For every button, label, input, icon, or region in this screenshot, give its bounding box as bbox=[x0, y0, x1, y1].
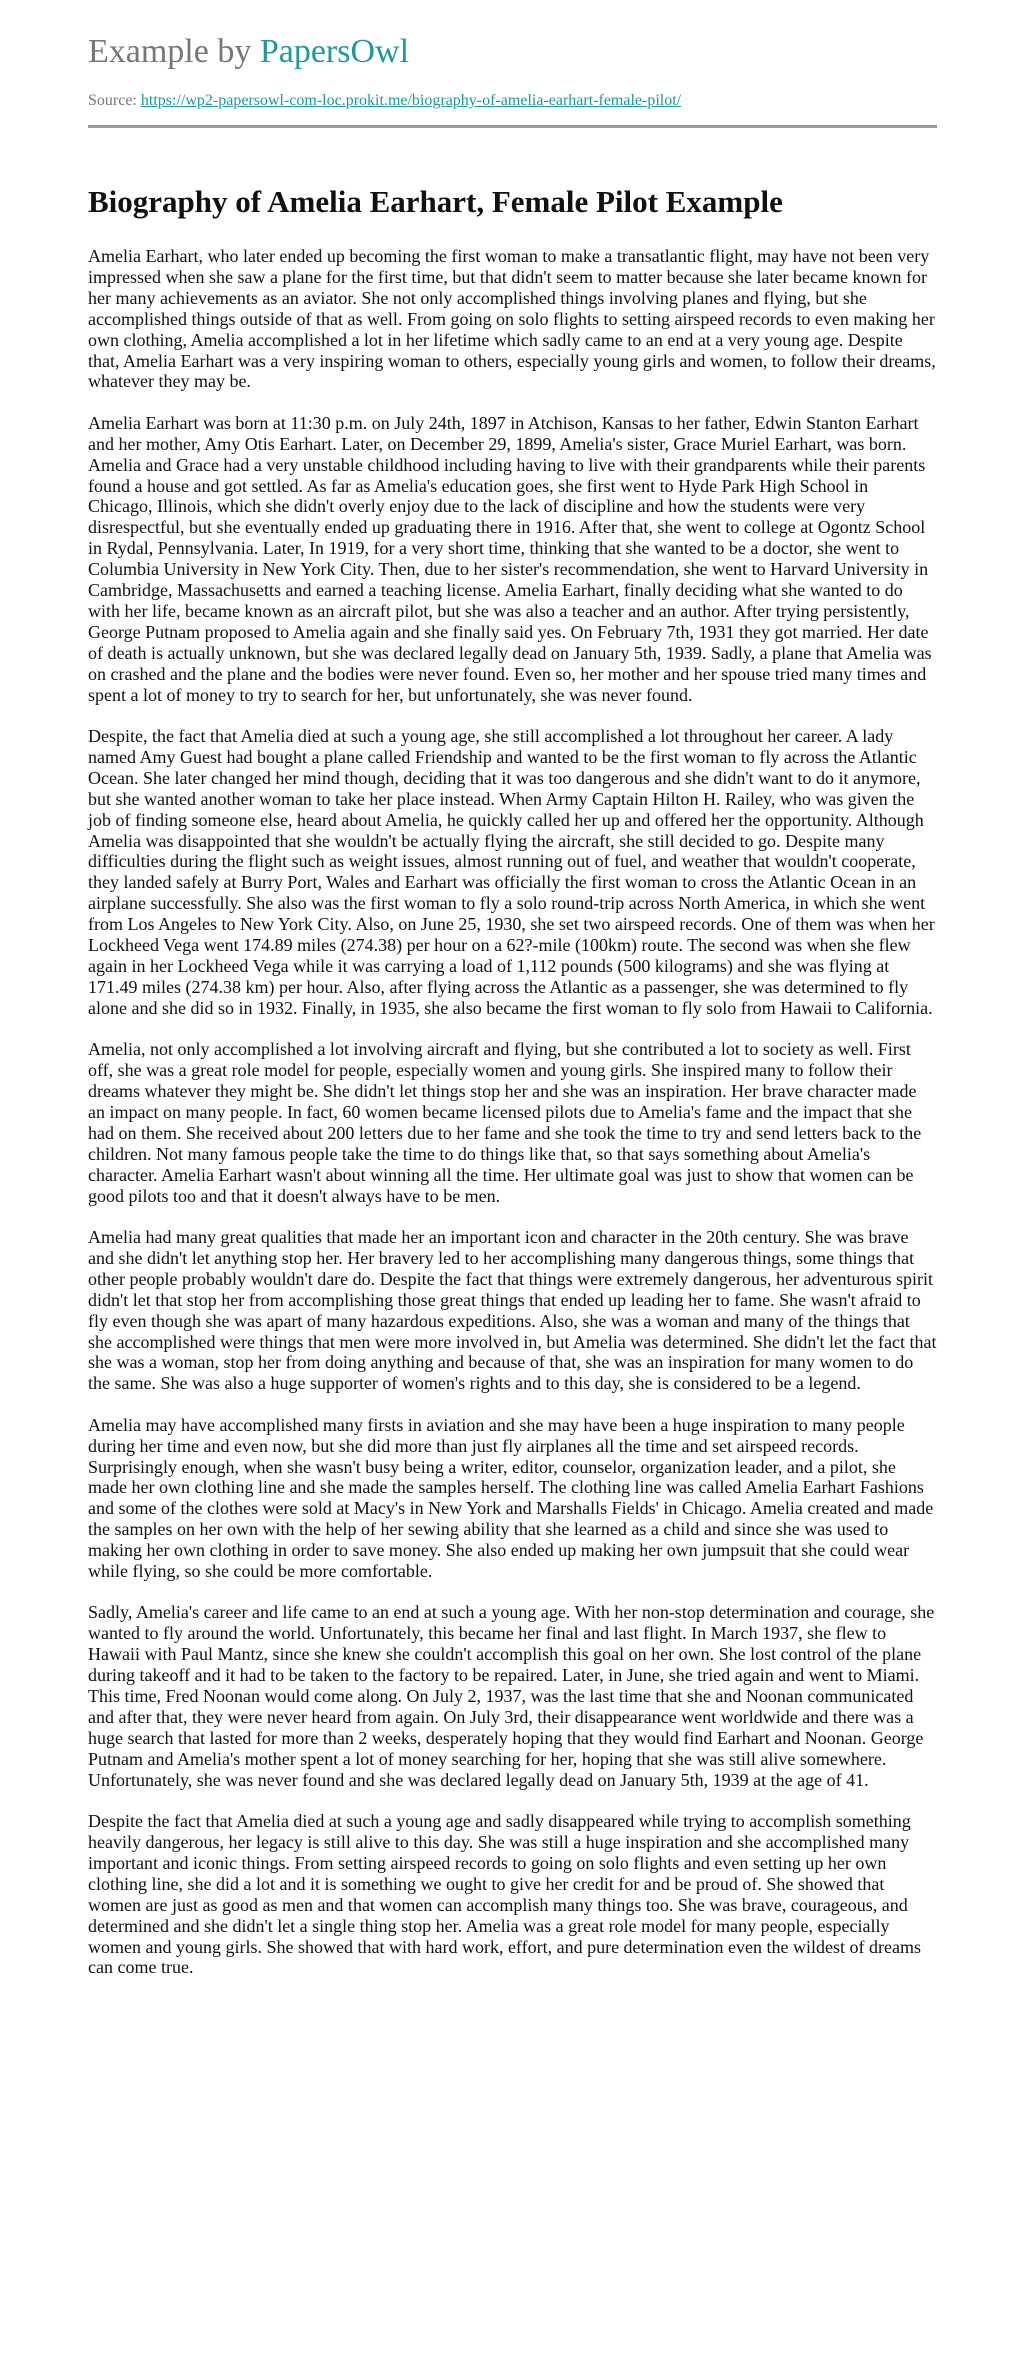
body-paragraph: Amelia Earhart, who later ended up becoming the first woman to make a transatlantic flight, may have not been very impressed when she saw a plane for the first time, but that didn't seem to matter because she later became known for her many achievements as an aviator. She not only accomplished things involving planes and flying, but she accomplished things outside of that as well. From going on solo flights to setting airspeed records to even making her own clothing, Amelia accomplished a lot in her lifetime which sadly came to an end at a very young age. Despite that, Amelia Earhart was a very inspiring woman to others, especially young girls and women, to follow their dreams, whatever they may be. bbox=[88, 246, 936, 392]
body-paragraph: Amelia Earhart was born at 11:30 p.m. on July 24th, 1897 in Atchison, Kansas to her father, Edwin Stanton Earhart and her mother, Amy Otis Earhart. Later, on December 29, 1899, Amelia's sister, Grace Muriel Earhart, was born. Amelia and Grace had a very unstable childhood including having to live with their grandparents while their parents found a house and got settled. As far as Amelia's education goes, she first went to Hyde Park High School in Chicago, Illinois, which she didn't overly enjoy due to the lack of discipline and how the students were very disrespectful, but she eventually ended up graduating there in 1916. After that, she went to college at Ogontz School in Rydal, Pennsylvania. Later, In 1919, for a very short time, thinking that she wanted to be a doctor, she went to Columbia University in New York City. Then, due to her sister's recommendation, she went to Harvard University in Cambridge, Massachusetts and earned a teaching license. Amelia Earhart, finally deciding what she wanted to do with her life, became known as an aircraft pilot, but she was also a teacher and an author. After trying persistently, George Putnam proposed to Amelia again and she finally said yes. On February 7th, 1931 they got married. Her date of death is actually unknown, but she was declared legally dead on January 5th, 1939. Sadly, a plane that Amelia was on crashed and the plane and the bodies were never found. Even so, her mother and her spouse tried many times and spent a lot of money to try to search for her, but unfortunately, she was never found. bbox=[88, 412, 932, 705]
document-body bbox=[88, 246, 937, 1978]
brand-title bbox=[88, 30, 937, 74]
source-link[interactable]: https://wp2-papersowl-com-loc.prokit.me/biography-of-amelia-earhart-female-pilot/ bbox=[140, 92, 682, 109]
page-header bbox=[88, 0, 937, 128]
source-line bbox=[88, 91, 937, 111]
source-label: Source: bbox=[88, 92, 141, 109]
document-title: Biography of Amelia Earhart, Female Pilot Example bbox=[88, 184, 783, 219]
body-paragraph: Amelia, not only accomplished a lot involving aircraft and flying, but she contributed a lot to society as well. First off, she was a great role model for people, especially women and young girls. She inspired many to follow their dreams whatever they might be. She didn't let things stop her and she was an inspiration. Her brave character made an impact on many people. In fact, 60 women became licensed pilots due to Amelia's fame and the impact that she had on them. She received about 200 letters due to her fame and she took the time to try and send letters back to the children. Not many famous people take the time to do things like that, so that says something about Amelia's character. Amelia Earhart wasn't about winning all the time. Her ultimate goal was just to show that women can be good pilots too and that it doesn't always have to be men. bbox=[88, 1039, 922, 1206]
body-paragraph: Despite, the fact that Amelia died at such a young age, she still accomplished a lot throughout her career. A lady named Amy Guest had bought a plane called Friendship and wanted to be the first woman to fly across the Atlantic Ocean. She later changed her mind though, deciding that it was too dangerous and she didn't want to do it anymore, but she wanted another woman to take her place instead. When Army Captain Hilton H. Railey, who was given the job of finding someone else, heard about Amelia, he quickly called her up and offered her the opportunity. Although Amelia was disappointed that she wouldn't be actually flying the aircraft, she still decided to go. Despite many difficulties during the flight such as weight issues, almost running out of fuel, and weather that wouldn't cooperate, they landed safely at Burry Port, Wales and Earhart was officially the first woman to cross the Atlantic Ocean in an airplane successfully. She also was the first woman to fly a solo round-trip across North America, in which she went from Los Angeles to New York City. Also, on June 25, 1930, she set two airspeed records. One of them was when her Lockheed Vega went 174.89 miles (274.38) per hour on a 62?-mile (100km) route. The second was when she flew again in her Lockheed Vega while it was carrying a load of 1,112 pounds (500 kilograms) and she was flying at 171.49 miles (274.38 km) per hour. Also, after flying across the Atlantic as a passenger, she was determined to fly alone and she did so in 1932. Finally, in 1935, she also became the first woman to fly solo from Hawaii to California. bbox=[88, 726, 935, 1018]
document-page bbox=[88, 0, 937, 1999]
body-paragraph: Amelia may have accomplished many firsts in aviation and she may have been a huge inspiration to many people during her time and even now, but she did more than just fly airplanes all the time and set airspeed records. Surprisingly enough, when she wasn't busy being a writer, editor, counselor, organization leader, and a pilot, she made her own clothing line and she made the samples herself. The clothing line was called Amelia Earhart Fashions and some of the clothes were sold at Macy's in New York and Marshalls Fields' in Chicago. Amelia created and made the samples on her own with the help of her sewing ability that she learned as a child and since she was used to making her own clothing in order to save money. She also ended up making her own jumpsuit that she could wear while flying, so she could be more comfortable. bbox=[88, 1414, 934, 1582]
brand-name: PapersOwl bbox=[259, 33, 410, 70]
header-divider bbox=[88, 125, 937, 128]
body-paragraph: Despite the fact that Amelia died at such a young age and sadly disappeared while trying to accomplish something heavily dangerous, her legacy is still alive to this day. She was still a huge inspiration and she accomplished many important and iconic things. From setting airspeed records to going on solo flights and even setting up her own clothing line, she did a lot and it is something we ought to give her credit for and be proud of. She showed that women are just as good as men and that women can accomplish many things too. She was brave, courageous, and determined and she didn't let a single thing stop her. Amelia was a great role model for many people, especially women and young girls. She showed that with hard work, effort, and pure determination even the wildest of dreams can come true. bbox=[88, 1811, 921, 1978]
body-paragraph: Amelia had many great qualities that made her an important icon and character in the 20th century. She was brave and she didn't let anything stop her. Her bravery led to her accomplishing many dangerous things, some things that other people probably wouldn't dare do. Despite the fact that things were extremely dangerous, her adventurous spirit didn't let that stop her from accomplishing those great things that ended up leading her to fame. She wasn't afraid to fly even though she was apart of many hazardous expeditions. Also, she was a woman and many of the things that she accomplished were things that men were more involved in, but Amelia was determined. She didn't let the fact that she was a woman, stop her from doing anything and because of that, she was an inspiration for many women to do the same. She was also a huge supporter of women's rights and to this day, she is considered to be a legend. bbox=[88, 1226, 937, 1394]
brand-prefix: Example by bbox=[88, 33, 260, 70]
body-paragraph: Sadly, Amelia's career and life came to an end at such a young age. With her non-stop determination and courage, she wanted to fly around the world. Unfortunately, this became her final and last flight. In March 1937, she flew to Hawaii with Paul Mantz, since she knew she couldn't accomplish this goal on her own. She lost control of the plane during takeoff and it had to be taken to the factory to be repaired. Later, in June, she tried again and went to Miami. This time, Fred Noonan would come along. On July 2, 1937, was the last time that she and Noonan communicated and after that, they were never heard from again. On July 3rd, their disappearance went worldwide and there was a huge search that lasted for more than 2 weeks, desperately hoping that they would find Earhart and Noonan. George Putnam and Amelia's mother spent a lot of money searching for her, hoping that she was still alive somewhere. Unfortunately, she was never found and she was declared legally dead on January 5th, 1939 at the age of 41. bbox=[88, 1602, 935, 1790]
